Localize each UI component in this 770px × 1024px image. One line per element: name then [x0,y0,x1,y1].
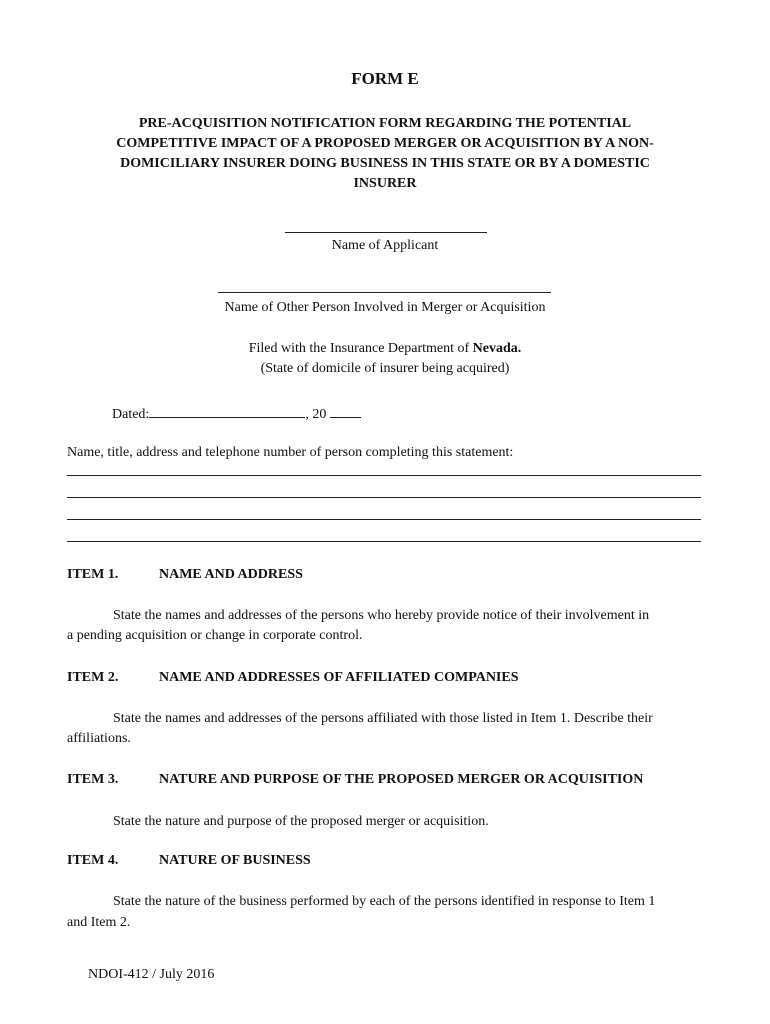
title-line: PRE-ACQUISITION NOTIFICATION FORM REGARDING THE POTENTIAL [138,116,632,131]
year-field[interactable] [330,403,361,418]
item-number: ITEM 2. [67,670,119,685]
item-heading: NATURE AND PURPOSE OF THE PROPOSED MERGER OR ACQUISITION [159,772,644,787]
contact-line[interactable] [67,519,701,520]
dated-row [112,403,361,424]
item-text: State the names and addresses of the persons who hereby provide notice of their involvement in [113,608,650,623]
item-text: State the nature and purpose of the proposed merger or acquisition. [113,814,489,829]
item-heading: NATURE OF BUSINESS [159,853,311,868]
state-name: Nevada. [472,341,522,356]
item-text: and Item 2. [67,915,131,930]
item-text: State the nature of the business performed by each of the persons identified in response to Item 1 [113,894,656,909]
other-person-field[interactable] [218,292,551,293]
contact-line[interactable] [67,475,701,476]
state-note: (State of domicile of insurer being acquired) [260,361,510,376]
contact-line[interactable] [67,497,701,498]
item-heading: NAME AND ADDRESSES OF AFFILIATED COMPANIES [159,670,519,685]
filed-with-label: Filed with the Insurance Department of [248,341,473,356]
item-number: ITEM 4. [67,853,119,868]
footer-form-id: NDOI-412 / July 2016 [88,967,215,982]
dated-label: Dated: [112,407,150,422]
item-heading: NAME AND ADDRESS [159,567,303,582]
title-line: DOMICILIARY INSURER DOING BUSINESS IN THIS STATE OR BY A DOMESTIC [120,156,650,171]
applicant-label: Name of Applicant [331,238,439,253]
year-prefix: , 20 [305,407,327,422]
item-number: ITEM 3. [67,772,119,787]
contact-line[interactable] [67,541,701,542]
item-text: a pending acquisition or change in corporate control. [67,628,363,643]
applicant-name-field[interactable] [285,232,487,233]
dated-field[interactable] [149,403,305,418]
title-line: COMPETITIVE IMPACT OF A PROPOSED MERGER OR ACQUISITION BY A NON- [116,136,654,151]
item-text: State the names and addresses of the persons affiliated with those listed in Item 1. Describe their [113,711,653,726]
item-number: ITEM 1. [67,567,119,582]
item-text: affiliations. [67,731,131,746]
form-label: FORM E [351,69,419,88]
other-person-label: Name of Other Person Involved in Merger or Acquisition [224,300,546,315]
title-line: INSURER [353,176,417,191]
contact-prompt: Name, title, address and telephone number of person completing this statement: [67,445,514,460]
filed-with-text [0,340,770,358]
